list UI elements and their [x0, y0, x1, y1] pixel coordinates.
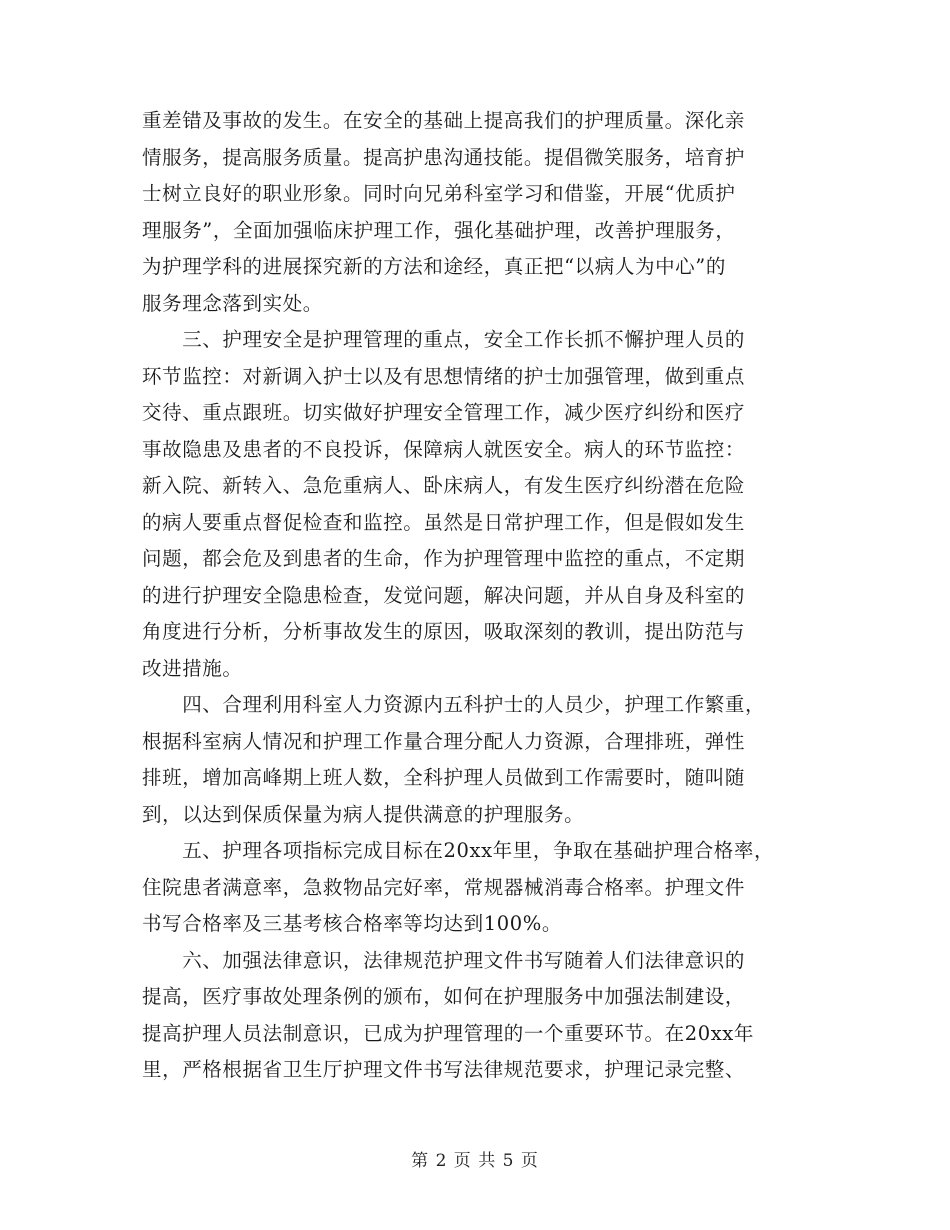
- text-line: 角度进行分析，分析事故发生的原因，吸取深刻的教训，提出防范与: [142, 620, 746, 643]
- text-line: 为护理学科的进展探究新的方法和途经，真正把“以病人为中心”的: [142, 255, 726, 278]
- text-line: 书写合格率及三基考核合格率等均达到100%。: [142, 912, 562, 935]
- text-line: 事故隐患及患者的不良投诉，保障病人就医安全。病人的环节监控：: [142, 437, 746, 461]
- text-line: 士树立良好的职业形象。同时向兄弟科室学习和借鉴，开展“优质护: [142, 182, 736, 205]
- text-line: 的进行护理安全隐患检查，发觉问题，解决问题，并从自身及科室的: [142, 583, 746, 607]
- text-line: 新入院、新转入、急危重病人、卧床病人，有发生医疗纠纷潜在危险: [142, 474, 746, 497]
- text-line: 住院患者满意率，急救物品完好率，常规器械消毒合格率。护理文件: [142, 875, 746, 899]
- text-line: 根据科室病人情况和护理工作量合理分配人力资源，合理排班，弹性: [142, 729, 746, 753]
- page-number-footer: 第 2 页 共 5 页: [411, 1151, 539, 1171]
- paragraph-start-line: 五、护理各项指标完成目标在20xx年里，争取在基础护理合格率，: [142, 839, 775, 862]
- text-line: 问题，都会危及到患者的生命，作为护理管理中监控的重点，不定期: [142, 547, 746, 570]
- text-line: 改进措施。: [142, 656, 243, 680]
- text-line: 环节监控：对新调入护士以及有思想情绪的护士加强管理，做到重点: [142, 364, 746, 388]
- body-text: [142, 103, 832, 1089]
- text-line: 的病人要重点督促检查和监控。虽然是日常护理工作，但是假如发生: [142, 510, 746, 534]
- text-line: 到，以达到保质保量为病人提供满意的护理服务。: [142, 802, 585, 826]
- text-line: 理服务”，全面加强临床护理工作，强化基础护理，改善护理服务，: [142, 218, 736, 242]
- text-line: 交待、重点跟班。切实做好护理安全管理工作，减少医疗纠纷和医疗: [142, 401, 746, 424]
- text-line: 重差错及事故的发生。在安全的基础上提高我们的护理质量。深化亲: [142, 109, 746, 132]
- text-line: 排班，增加高峰期上班人数，全科护理人员做到工作需要时，随叫随: [142, 766, 746, 789]
- text-line: 情服务，提高服务质量。提高护患沟通技能。提倡微笑服务，培育护: [142, 145, 746, 169]
- text-line: 里，严格根据省卫生厅护理文件书写法律规范要求，护理记录完整、: [142, 1058, 746, 1081]
- paragraph-start-line: 六、加强法律意识，法律规范护理文件书写随着人们法律意识的: [142, 948, 746, 972]
- text-line: 服务理念落到实处。: [142, 291, 323, 315]
- text-line: 提高，医疗事故处理条例的颁布，如何在护理服务中加强法制建设，: [142, 985, 746, 1008]
- text-line: 提高护理人员法制意识，已成为护理管理的一个重要环节。在20xx年: [142, 1021, 755, 1045]
- paragraph-start-line: 三、护理安全是护理管理的重点，安全工作长抓不懈护理人员的: [142, 328, 746, 351]
- paragraph-start-line: 四、合理利用科室人力资源内五科护士的人员少，护理工作繁重，: [142, 693, 766, 716]
